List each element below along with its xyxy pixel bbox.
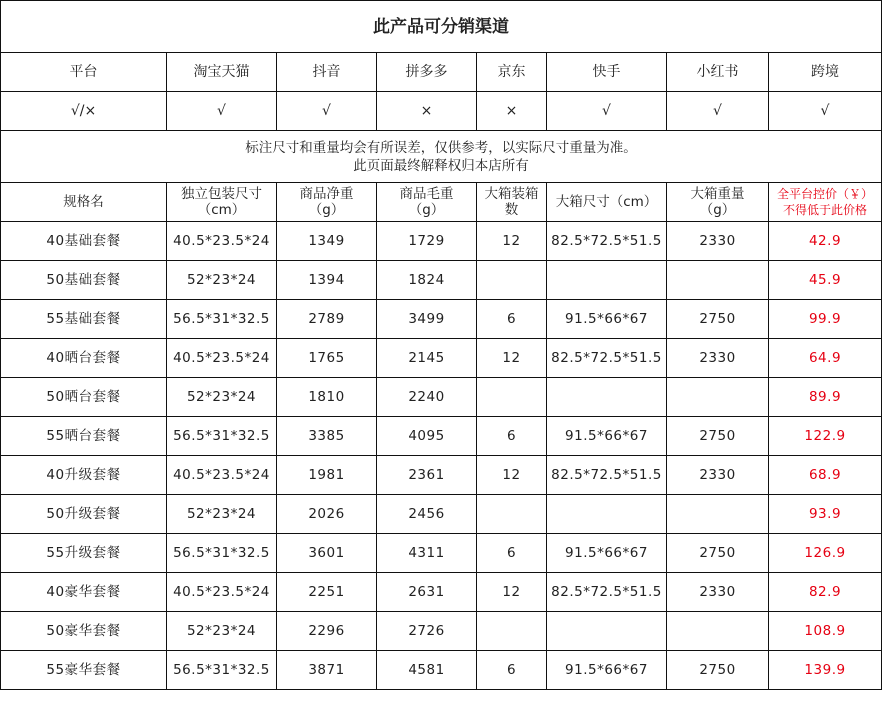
table-row bbox=[1, 573, 882, 612]
row-spec-name: 50晒台套餐 bbox=[1, 378, 167, 417]
row-box-qty: 12 bbox=[477, 222, 547, 261]
row-box-weight bbox=[667, 378, 769, 417]
row-spec-name: 40基础套餐 bbox=[1, 222, 167, 261]
row-price: 99.9 bbox=[769, 300, 882, 339]
row-spec-name: 55基础套餐 bbox=[1, 300, 167, 339]
disclaimer-note bbox=[1, 131, 882, 183]
channel-taobao-tmall: 淘宝天猫 bbox=[167, 53, 277, 92]
row-package-size: 56.5*31*32.5 bbox=[167, 534, 277, 573]
channel-douyin: 抖音 bbox=[277, 53, 377, 92]
row-spec-name: 40升级套餐 bbox=[1, 456, 167, 495]
row-box-qty: 6 bbox=[477, 534, 547, 573]
row-price: 108.9 bbox=[769, 612, 882, 651]
row-box-qty: 6 bbox=[477, 417, 547, 456]
row-package-size: 52*23*24 bbox=[167, 261, 277, 300]
row-price: 64.9 bbox=[769, 339, 882, 378]
row-box-weight: 2750 bbox=[667, 417, 769, 456]
row-box-qty bbox=[477, 495, 547, 534]
row-box-size: 82.5*72.5*51.5 bbox=[547, 222, 667, 261]
availability-mark: × bbox=[477, 92, 547, 131]
availability-mark: × bbox=[377, 92, 477, 131]
row-box-weight: 2330 bbox=[667, 573, 769, 612]
row-spec-name: 50豪华套餐 bbox=[1, 612, 167, 651]
channel-kuaishou: 快手 bbox=[547, 53, 667, 92]
row-gross-weight: 1824 bbox=[377, 261, 477, 300]
row-price: 122.9 bbox=[769, 417, 882, 456]
row-box-size bbox=[547, 612, 667, 651]
table-row bbox=[1, 300, 882, 339]
table-row bbox=[1, 612, 882, 651]
availability-mark: √ bbox=[769, 92, 882, 131]
header-box-weight-line1: 大箱重量 bbox=[690, 186, 745, 202]
header-net-weight-line1: 商品净重 bbox=[299, 186, 354, 202]
row-box-size: 82.5*72.5*51.5 bbox=[547, 339, 667, 378]
row-box-size bbox=[547, 378, 667, 417]
header-box-size: 大箱尺寸（cm） bbox=[547, 183, 667, 222]
table-row bbox=[1, 261, 882, 300]
row-package-size: 40.5*23.5*24 bbox=[167, 573, 277, 612]
header-package-size-line1: 独立包装尺寸 bbox=[181, 186, 262, 202]
row-box-qty: 6 bbox=[477, 300, 547, 339]
channel-pinduoduo: 拼多多 bbox=[377, 53, 477, 92]
spec-header-row bbox=[1, 183, 882, 222]
row-package-size: 56.5*31*32.5 bbox=[167, 300, 277, 339]
disclaimer-line-1: 标注尺寸和重量均会有所误差，仅供参考，以实际尺寸重量为准。 bbox=[245, 139, 637, 156]
row-package-size: 40.5*23.5*24 bbox=[167, 339, 277, 378]
row-price: 93.9 bbox=[769, 495, 882, 534]
row-spec-name: 55晒台套餐 bbox=[1, 417, 167, 456]
header-net-weight-line2: （g） bbox=[308, 202, 345, 218]
header-price-control bbox=[769, 183, 882, 222]
row-box-weight: 2330 bbox=[667, 456, 769, 495]
row-net-weight: 1981 bbox=[277, 456, 377, 495]
row-spec-name: 55豪华套餐 bbox=[1, 651, 167, 690]
row-box-size: 82.5*72.5*51.5 bbox=[547, 456, 667, 495]
row-gross-weight: 2631 bbox=[377, 573, 477, 612]
header-box-weight bbox=[667, 183, 769, 222]
row-package-size: 52*23*24 bbox=[167, 378, 277, 417]
row-gross-weight: 4581 bbox=[377, 651, 477, 690]
row-box-weight: 2330 bbox=[667, 222, 769, 261]
row-gross-weight: 2456 bbox=[377, 495, 477, 534]
row-net-weight: 1765 bbox=[277, 339, 377, 378]
channel-label: 平台 bbox=[1, 53, 167, 92]
table-row bbox=[1, 495, 882, 534]
row-net-weight: 1394 bbox=[277, 261, 377, 300]
row-spec-name: 40豪华套餐 bbox=[1, 573, 167, 612]
channel-availability-row bbox=[1, 92, 882, 131]
row-net-weight: 3871 bbox=[277, 651, 377, 690]
table-row bbox=[1, 456, 882, 495]
header-box-qty-line1: 大箱装箱 bbox=[484, 186, 539, 202]
row-box-size bbox=[547, 261, 667, 300]
disclaimer-line-2: 此页面最终解释权归本店所有 bbox=[353, 157, 529, 174]
table-row bbox=[1, 651, 882, 690]
row-box-size: 82.5*72.5*51.5 bbox=[547, 573, 667, 612]
row-gross-weight: 2361 bbox=[377, 456, 477, 495]
availability-mark: √ bbox=[277, 92, 377, 131]
table-row bbox=[1, 378, 882, 417]
row-box-size: 91.5*66*67 bbox=[547, 534, 667, 573]
row-package-size: 56.5*31*32.5 bbox=[167, 651, 277, 690]
row-price: 89.9 bbox=[769, 378, 882, 417]
row-box-weight: 2750 bbox=[667, 534, 769, 573]
header-price-line2: 不得低于此价格 bbox=[782, 203, 867, 217]
table-row bbox=[1, 417, 882, 456]
row-box-size bbox=[547, 495, 667, 534]
header-gross-weight-line1: 商品毛重 bbox=[399, 186, 454, 202]
row-gross-weight: 4095 bbox=[377, 417, 477, 456]
header-package-size-line2: （cm） bbox=[197, 202, 246, 218]
row-net-weight: 1349 bbox=[277, 222, 377, 261]
row-box-qty: 12 bbox=[477, 456, 547, 495]
row-box-qty bbox=[477, 612, 547, 651]
row-net-weight: 2251 bbox=[277, 573, 377, 612]
row-gross-weight: 2726 bbox=[377, 612, 477, 651]
row-net-weight: 3601 bbox=[277, 534, 377, 573]
row-gross-weight: 2240 bbox=[377, 378, 477, 417]
row-box-weight: 2750 bbox=[667, 651, 769, 690]
header-package-size bbox=[167, 183, 277, 222]
row-net-weight: 2296 bbox=[277, 612, 377, 651]
row-gross-weight: 3499 bbox=[377, 300, 477, 339]
row-gross-weight: 1729 bbox=[377, 222, 477, 261]
row-package-size: 56.5*31*32.5 bbox=[167, 417, 277, 456]
row-price: 42.9 bbox=[769, 222, 882, 261]
row-box-weight bbox=[667, 495, 769, 534]
availability-mark: √ bbox=[667, 92, 769, 131]
row-gross-weight: 4311 bbox=[377, 534, 477, 573]
row-package-size: 52*23*24 bbox=[167, 612, 277, 651]
row-spec-name: 40晒台套餐 bbox=[1, 339, 167, 378]
row-net-weight: 1810 bbox=[277, 378, 377, 417]
channel-cross-border: 跨境 bbox=[769, 53, 882, 92]
header-box-weight-line2: （g） bbox=[699, 202, 736, 218]
row-box-qty bbox=[477, 261, 547, 300]
row-package-size: 40.5*23.5*24 bbox=[167, 222, 277, 261]
channel-header-row bbox=[1, 53, 882, 92]
header-spec: 规格名 bbox=[1, 183, 167, 222]
row-net-weight: 2789 bbox=[277, 300, 377, 339]
row-price: 45.9 bbox=[769, 261, 882, 300]
row-box-qty: 6 bbox=[477, 651, 547, 690]
row-gross-weight: 2145 bbox=[377, 339, 477, 378]
row-price: 68.9 bbox=[769, 456, 882, 495]
row-net-weight: 2026 bbox=[277, 495, 377, 534]
row-box-weight: 2330 bbox=[667, 339, 769, 378]
page-title: 此产品可分销渠道 bbox=[1, 1, 882, 53]
availability-legend: √/× bbox=[1, 92, 167, 131]
row-box-qty: 12 bbox=[477, 339, 547, 378]
row-net-weight: 3385 bbox=[277, 417, 377, 456]
availability-mark: √ bbox=[167, 92, 277, 131]
row-package-size: 40.5*23.5*24 bbox=[167, 456, 277, 495]
table-row bbox=[1, 339, 882, 378]
header-box-qty bbox=[477, 183, 547, 222]
availability-mark: √ bbox=[547, 92, 667, 131]
header-box-qty-line2: 数 bbox=[504, 202, 519, 218]
row-price: 126.9 bbox=[769, 534, 882, 573]
header-gross-weight bbox=[377, 183, 477, 222]
row-box-qty: 12 bbox=[477, 573, 547, 612]
header-gross-weight-line2: （g） bbox=[408, 202, 445, 218]
row-box-weight: 2750 bbox=[667, 300, 769, 339]
table-row bbox=[1, 222, 882, 261]
row-price: 82.9 bbox=[769, 573, 882, 612]
channel-xiaohongshu: 小红书 bbox=[667, 53, 769, 92]
row-box-size: 91.5*66*67 bbox=[547, 651, 667, 690]
row-box-weight bbox=[667, 612, 769, 651]
row-box-size: 91.5*66*67 bbox=[547, 417, 667, 456]
row-spec-name: 55升级套餐 bbox=[1, 534, 167, 573]
channel-jd: 京东 bbox=[477, 53, 547, 92]
row-price: 139.9 bbox=[769, 651, 882, 690]
header-price-line1: 全平台控价（￥） bbox=[776, 187, 873, 201]
table-row bbox=[1, 534, 882, 573]
row-spec-name: 50基础套餐 bbox=[1, 261, 167, 300]
row-box-qty bbox=[477, 378, 547, 417]
header-net-weight bbox=[277, 183, 377, 222]
row-box-weight bbox=[667, 261, 769, 300]
row-package-size: 52*23*24 bbox=[167, 495, 277, 534]
row-spec-name: 50升级套餐 bbox=[1, 495, 167, 534]
row-box-size: 91.5*66*67 bbox=[547, 300, 667, 339]
